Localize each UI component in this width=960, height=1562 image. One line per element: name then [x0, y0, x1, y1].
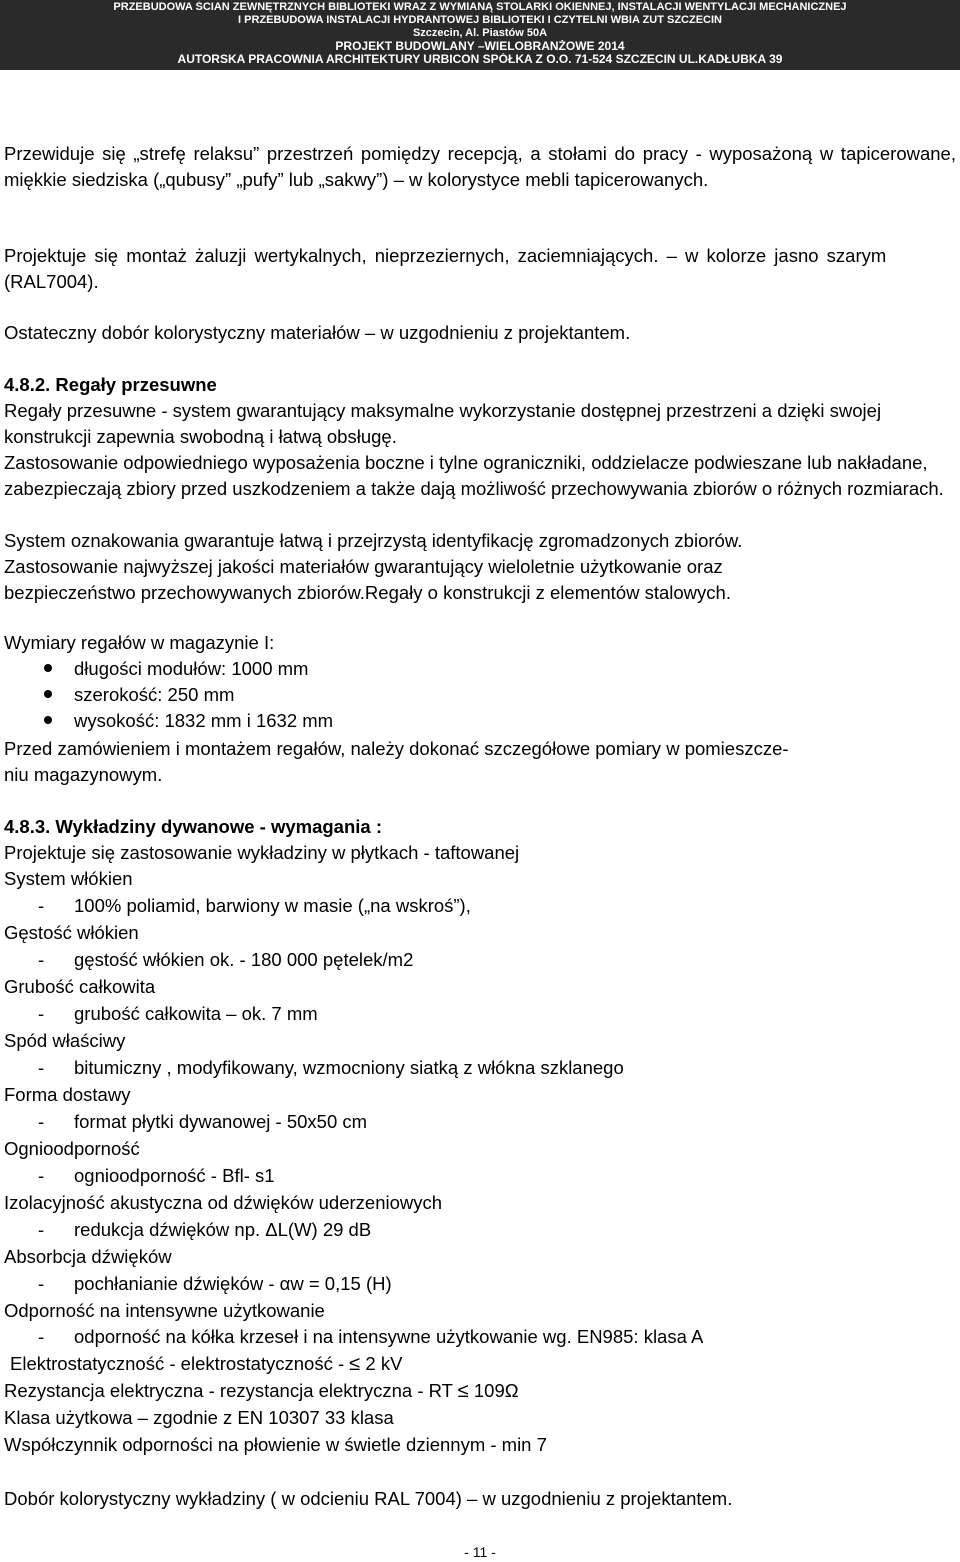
- spec-label: Ognioodporność: [4, 1138, 140, 1159]
- spec-value: grubość całkowita – ok. 7 mm: [74, 1003, 318, 1024]
- spec-value: odporność na kółka krzeseł i na intensywne użytkowanie wg. EN985: klasa A: [74, 1326, 704, 1347]
- section-483-heading: 4.8.3. Wykładziny dywanowe - wymagania :: [4, 816, 383, 837]
- dims-item: długości modułów: 1000 mm: [74, 658, 309, 679]
- spec-value: gęstość włókien ok. - 180 000 pętelek/m2: [74, 949, 414, 970]
- bullet-icon: [44, 664, 52, 672]
- dims-item: wysokość: 1832 mm i 1632 mm: [74, 710, 334, 731]
- less-equal-icon: ≤: [349, 1353, 361, 1375]
- resistance-value: 109Ω: [473, 1380, 519, 1401]
- usage-class-line: Klasa użytkowa – zgodnie z EN 10307 33 klasa: [4, 1407, 394, 1428]
- spec-label: Grubość całkowita: [4, 976, 156, 997]
- section-482-p4b: bezpieczeństwo przechowywanych zbiorów.Regały o konstrukcji z elementów stalowych.: [4, 582, 731, 603]
- spec-value: pochłanianie dźwięków - αw = 0,15 (H): [74, 1273, 392, 1294]
- section-482-p3: System oznakowania gwarantuje łatwą i przejrzystą identyfikację zgromadzonych zbiorów.: [4, 530, 743, 551]
- measure-line-2: niu magazynowym.: [4, 764, 163, 785]
- page-header: [0, 0, 960, 70]
- final-color-paragraph: Ostateczny dobór kolorystyczny materiałów – w uzgodnieniu z projektantem.: [4, 322, 631, 343]
- spec-value: bitumiczny , modyfikowany, wzmocniony siatką z włókna szklanego: [74, 1057, 624, 1078]
- spec-label: System włókien: [4, 868, 133, 889]
- spec-dash: -: [38, 1003, 45, 1024]
- section-482-heading: 4.8.2. Regały przesuwne: [4, 374, 217, 395]
- resistance-text: Rezystancja elektryczna - rezystancja elektryczna - RT: [4, 1380, 453, 1401]
- spec-dash: -: [38, 1219, 45, 1240]
- spec-value: 100% poliamid, barwiony w masie („na wskroś”),: [74, 895, 471, 916]
- header-line-1: PRZEBUDOWA ŚCIAN ZEWNĘTRZNYCH BIBLIOTEKI WRAZ Z WYMIANĄ STOLARKI OKIENNEJ, INSTALACJI WENTYLACJI MECHANICZNEJ: [113, 1, 847, 13]
- header-line-5: AUTORSKA PRACOWNIA ARCHITEKTURY URBICON SPÓŁKA Z O.O. 71-524 SZCZECIN UL.KADŁUBKA 39: [177, 53, 783, 66]
- resistance-line: [4, 1378, 956, 1404]
- spec-dash: -: [38, 1326, 45, 1347]
- spec-dash: -: [38, 1111, 45, 1132]
- spec-label: Spód właściwy: [4, 1030, 126, 1051]
- spec-dash: -: [38, 1165, 45, 1186]
- spec-label: Forma dostawy: [4, 1084, 131, 1105]
- header-line-3: Szczecin, Al. Piastów 50A: [412, 27, 548, 39]
- spec-label: Izolacyjność akustyczna od dźwięków uderzeniowych: [4, 1192, 443, 1213]
- blinds-paragraph: Projektuje się montaż żaluzji wertykalnych, nieprzeziernych, zaciemniających. – w kolorze jasno szarym (RAL7004).: [4, 245, 887, 292]
- carpet-color-line: Dobór kolorystyczny wykładziny ( w odcieniu RAL 7004) – w uzgodnieniu z projektantem.: [4, 1488, 733, 1509]
- electrostatic-text: Elektrostatyczność - elektrostatyczność -: [10, 1353, 345, 1374]
- electrostatic-line: [10, 1351, 960, 1377]
- bullet-icon: [44, 690, 52, 698]
- electrostatic-value: 2 kV: [365, 1353, 403, 1374]
- section-483-intro: Projektuje się zastosowanie wykładziny w płytkach - taftowanej: [4, 842, 520, 863]
- page-number: - 11 -: [464, 1544, 496, 1560]
- spec-value: format płytki dywanowej - 50x50 cm: [74, 1111, 368, 1132]
- section-482-p2: Zastosowanie odpowiedniego wyposażenia boczne i tylne ograniczniki, oddzielacze podwieszane lub nakładane, zabezpieczają zbiory przed uszkodzeniem a także dają możliwość przechowywania zbiorów o różnych rozmiarach.: [4, 452, 944, 499]
- relax-zone-paragraph: Przewiduje się „strefę relaksu” przestrzeń pomiędzy recepcją, a stołami do pracy - wyposażoną w tapicerowane, miękkie siedziska („qubusy” „pufy” lub „sakwy”) – w kolorystyce mebli tapicerowanych.: [4, 143, 956, 190]
- spec-label: Gęstość włókien: [4, 922, 139, 943]
- spec-value: redukcja dźwięków np. ΔL(W) 29 dB: [74, 1219, 372, 1240]
- measure-line-1: Przed zamówieniem i montażem regałów, należy dokonać szczegółowe pomiary w pomieszcze-: [4, 738, 789, 759]
- spec-dash: -: [38, 1273, 45, 1294]
- spec-label: Odporność na intensywne użytkowanie: [4, 1300, 325, 1321]
- dims-item: szerokość: 250 mm: [74, 684, 235, 705]
- dims-title: Wymiary regałów w magazynie I:: [4, 632, 275, 653]
- spec-dash: -: [38, 949, 45, 970]
- spec-dash: -: [38, 1057, 45, 1078]
- section-482-p1: Regały przesuwne - system gwarantujący maksymalne wykorzystanie dostępnej przestrzeni a dzięki swojej konstrukcji zapewnia swobodną i łatwą obsługę.: [4, 400, 882, 447]
- spec-dash: -: [38, 895, 45, 916]
- bullet-icon: [44, 716, 52, 724]
- header-line-4: PROJEKT BUDOWLANY –WIELOBRANŻOWE 2014: [335, 40, 625, 53]
- header-line-2: I PRZEBUDOWA INSTALACJI HYDRANTOWEJ BIBLIOTEKI I CZYTELNI WBIA ZUT SZCZECIN: [238, 14, 722, 26]
- section-482-p4a: Zastosowanie najwyższej jakości materiałów gwarantujący wieloletnie użytkowanie oraz: [4, 556, 723, 577]
- fading-line: Współczynnik odporności na płowienie w świetle dziennym - min 7: [4, 1434, 547, 1455]
- spec-value: ognioodporność - Bfl- s1: [74, 1165, 275, 1186]
- spec-label: Absorbcja dźwięków: [4, 1246, 172, 1267]
- less-equal-icon: ≤: [457, 1380, 469, 1402]
